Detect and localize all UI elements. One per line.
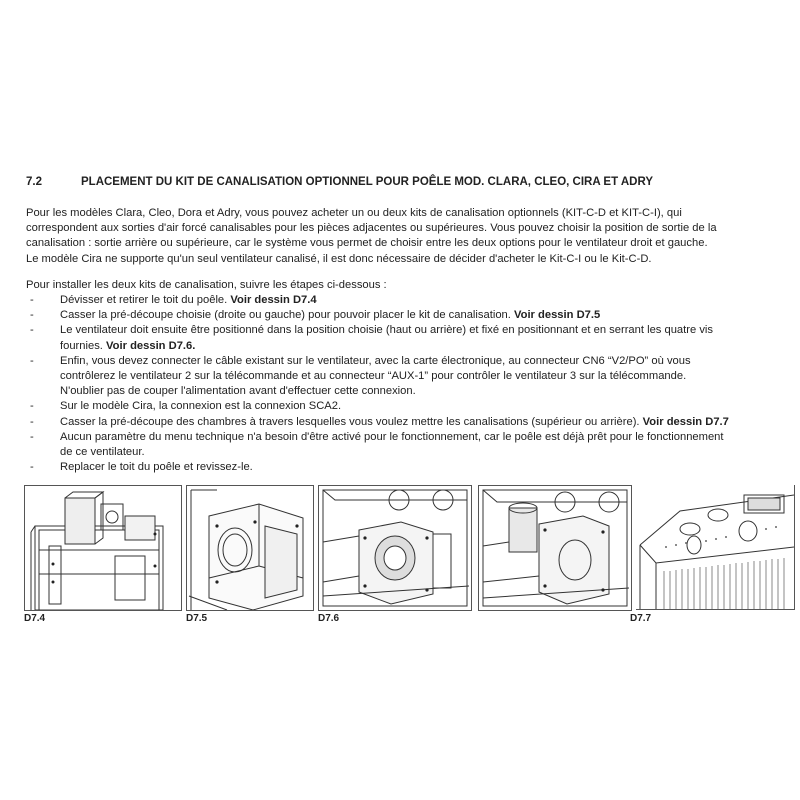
section-title: PLACEMENT DU KIT DE CANALISATION OPTIONNEL POUR POÊLE MOD. CLARA, CLEO, CIRA ET ADRY: [81, 176, 654, 188]
dash-bullet: -: [30, 461, 34, 474]
step-text-continued: contrôlerez le ventilateur 2 sur la télécommande et au connecteur “AUX-1” pour contrôler le ventilateur 3 sur la télécommande.: [60, 370, 687, 383]
step-item: [26, 293, 796, 308]
step-item: [26, 430, 796, 460]
knockout-panel-drawing: [187, 486, 313, 610]
section-heading: [26, 176, 786, 192]
step-item: [26, 323, 796, 353]
step-item: [26, 415, 796, 430]
figure-caption: D7.4: [24, 613, 46, 624]
dash-bullet: -: [30, 309, 34, 322]
figure-d7-4: [24, 485, 182, 611]
section-number: 7.2: [26, 176, 42, 188]
figure-d7-7: [636, 485, 795, 610]
dash-bullet: -: [30, 354, 34, 367]
step-item: [26, 308, 796, 323]
stove-top-removed-drawing: [25, 486, 181, 610]
step-text-continued: de ce ventilateur.: [60, 446, 145, 459]
steps-intro: Pour installer les deux kits de canalisation, suivre les étapes ci-dessous :: [26, 278, 387, 291]
dash-bullet: -: [30, 415, 34, 428]
dash-bullet: -: [30, 294, 34, 307]
step-text: Aucun paramètre du menu technique n'a besoin d'être activé pour le fonctionnement, car le poêle est déjà prêt pour le fonctionnement: [60, 430, 724, 443]
figure-fan-connection: [478, 485, 632, 611]
intro-line: Pour les modèles Clara, Cleo, Dora et Adry, vous pouvez acheter un ou deux kits de canalisation optionnels (KIT-C-D et KIT-C-I), qui: [26, 207, 682, 219]
figure-caption: D7.6: [318, 613, 340, 624]
fan-connection-drawing: [479, 486, 631, 610]
step-text: Casser la pré-découpe choisie (droite ou gauche) pour pouvoir placer le kit de canalisation.: [60, 309, 514, 322]
step-text-continued: fournies.: [60, 339, 107, 352]
step-item: [26, 399, 796, 414]
drawing-reference: Voir dessin D7.6.: [106, 339, 196, 352]
step-text: Dévisser et retirer le toit du poêle.: [60, 294, 231, 307]
intro-line: correspondent aux sorties d'air forcé canalisables pour les pièces adjacentes ou supérieures. Vous pouvez choisir la position de sortie de la: [26, 222, 717, 235]
stove-roof-knockouts-drawing: [636, 485, 794, 609]
drawing-reference: Voir dessin D7.5: [513, 309, 601, 322]
figure-d7-6: [318, 485, 472, 611]
dash-bullet: -: [30, 400, 34, 413]
figure-strip: [24, 485, 794, 625]
drawing-reference: Voir dessin D7.4: [230, 294, 317, 307]
intro-line: canalisation : sortie arrière ou supérieure, car le système vous permet de choisir entre les deux options pour le ventilateur droit et gauche.: [26, 237, 708, 250]
step-text: Casser la pré-découpe des chambres à travers lesquelles vous voulez mettre les canalisations (supérieur ou arrière).: [60, 415, 643, 428]
step-item: [26, 460, 796, 475]
figure-caption: D7.7: [630, 613, 652, 624]
fan-mounted-drawing: [319, 486, 471, 610]
step-text: Le ventilateur doit ensuite être positionné dans la position choisie (haut ou arrière) et fixé en positionnant et en serrant les quatre vis: [60, 324, 713, 337]
figure-caption: D7.5: [186, 613, 208, 624]
drawing-reference: Voir dessin D7.7: [642, 415, 729, 428]
step-text: Replacer le toit du poêle et revissez-le.: [60, 461, 253, 474]
intro-line: Le modèle Cira ne supporte qu'un seul ventilateur canalisé, il est donc nécessaire de décider d'acheter le Kit-C-I ou le Kit-C-D.: [26, 252, 652, 265]
step-text: Enfin, vous devez connecter le câble existant sur le ventilateur, avec la carte électronique, au connecteur CN6 “V2/PO” où vous: [60, 354, 691, 367]
step-text-continued: N'oublier pas de couper l'alimentation avant d'effectuer cette connexion.: [60, 385, 416, 398]
step-text: Sur le modèle Cira, la connexion est la connexion SCA2.: [60, 400, 342, 413]
figure-d7-5: [186, 485, 314, 611]
step-item: [26, 354, 796, 400]
instructions-body: [26, 206, 796, 475]
dash-bullet: -: [30, 430, 34, 443]
dash-bullet: -: [30, 324, 34, 337]
